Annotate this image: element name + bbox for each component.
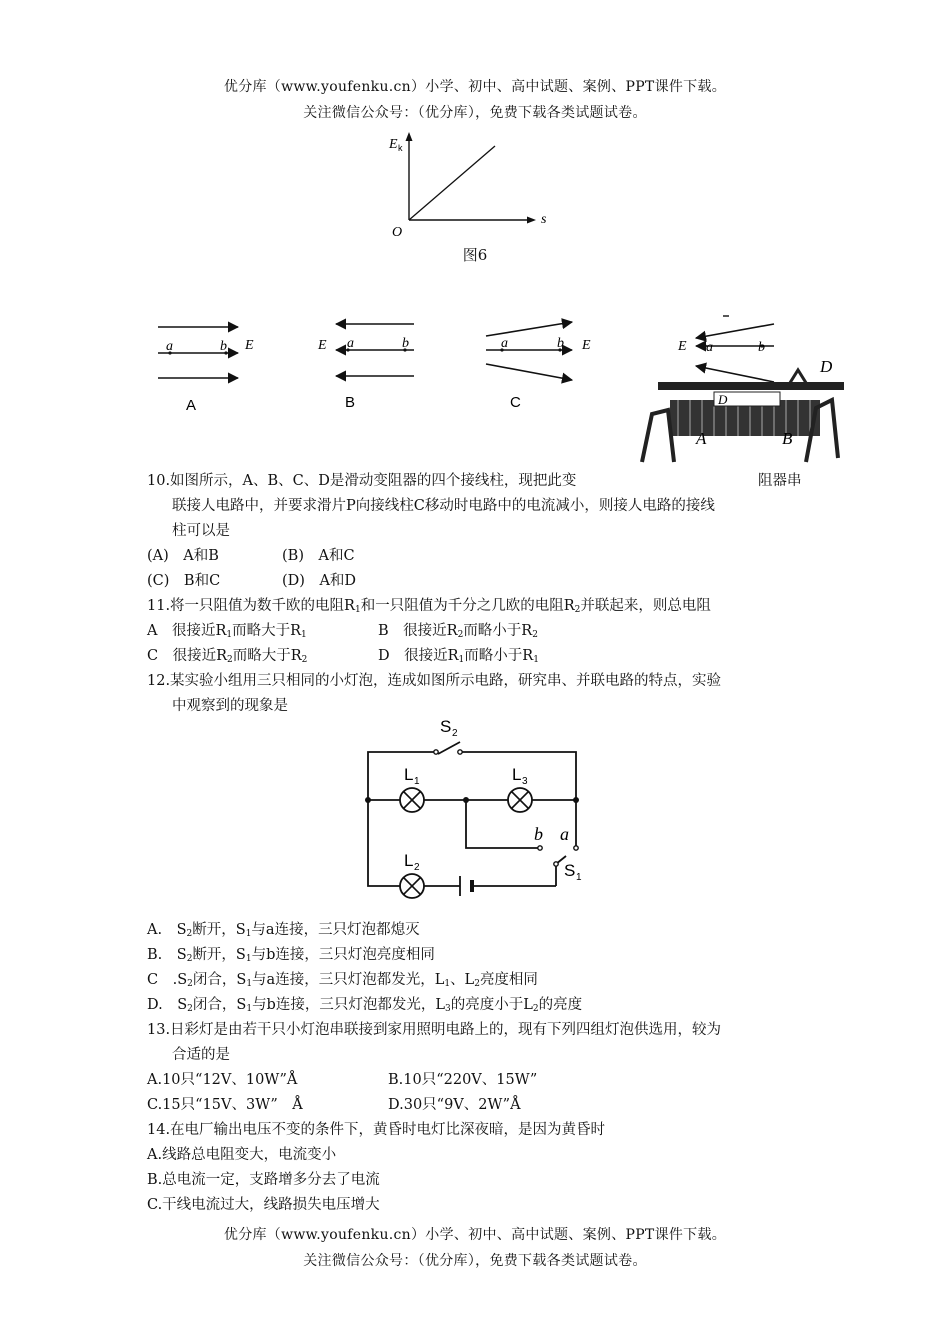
lamp-l1-label: L bbox=[404, 765, 414, 784]
svg-text:2: 2 bbox=[414, 862, 420, 873]
lamp-l3 bbox=[508, 788, 532, 812]
q12-option-b[interactable]: B. $S_2$断开，$S_1$与b连接，三只灯泡亮度相同 bbox=[147, 947, 435, 964]
q13-option-a[interactable]: A.10只“12V、10W”Å bbox=[147, 1072, 298, 1088]
terminal-b-label: B bbox=[782, 429, 793, 448]
contact-a-label: a bbox=[560, 824, 569, 844]
field-e-label: E bbox=[245, 338, 254, 353]
ek-line bbox=[409, 146, 495, 220]
q14-option-a[interactable]: A.线路总电阻变大，电流变小 bbox=[147, 1147, 337, 1163]
header-line-1: 优分库（www.youfenku.cn）小学、初中、高中试题、案例、PPT课件下载。 bbox=[223, 79, 727, 95]
terminal-d-label: D bbox=[820, 357, 833, 376]
q11-option-b[interactable]: B 很接近$R_2$而略小于$R_2$ bbox=[378, 623, 538, 640]
q13-line-1: 13.日彩灯是由若干只小灯泡串联接到家用照明电路上的，现有下列四组灯泡供选用，较为 bbox=[147, 1022, 722, 1038]
switch-s1-label: S bbox=[564, 861, 576, 880]
q13-option-d[interactable]: D.30只“9V、2W”Å bbox=[388, 1097, 521, 1113]
circuit-diagram bbox=[356, 712, 596, 902]
footer-line-1: 优分库（www.youfenku.cn）小学、初中、高中试题、案例、PPT课件下载。 bbox=[223, 1227, 727, 1243]
q12-line-1: 12.某实验小组用三只相同的小灯泡，连成如图所示电路，研究串、并联电路的特点，实验 bbox=[147, 673, 722, 689]
figure-6-graph bbox=[380, 128, 560, 240]
q10-option-d[interactable]: (D) A和D bbox=[282, 573, 357, 589]
terminal-a-label: A bbox=[696, 429, 707, 448]
q12-option-d[interactable]: D. $S_2$闭合，$S_1$与b连接，三只灯泡都发光，$L_3$的亮度小于$L_2$的亮度 bbox=[147, 997, 583, 1014]
q13-option-c[interactable]: C.15只“15V、3W” Å bbox=[147, 1097, 303, 1113]
figure-6-caption: 图6 bbox=[462, 246, 488, 264]
q14-option-c[interactable]: C.干线电流过大，线路损失电压增大 bbox=[147, 1197, 380, 1213]
lamp-l1 bbox=[400, 788, 424, 812]
footer-line-2: 关注微信公众号：（优分库），免费下载各类试题试卷。 bbox=[303, 1253, 647, 1269]
q10-line-3: 柱可以是 bbox=[172, 523, 230, 539]
field-e-label: E bbox=[678, 339, 687, 354]
x-axis-arrow bbox=[527, 217, 536, 224]
terminal-d-label-inner: D bbox=[718, 392, 728, 407]
q11-option-a[interactable]: A 很接近$R_1$而略大于$R_1$ bbox=[147, 623, 307, 640]
point-a-label: a bbox=[501, 336, 508, 351]
x-axis-label: s bbox=[541, 212, 547, 227]
field-option-b bbox=[317, 324, 414, 411]
field-e-label: E bbox=[582, 338, 591, 353]
point-b-label: b bbox=[557, 336, 564, 351]
q14-stem: 14.在电厂输出电压不变的条件下，黄昏时电灯比深夜暗，是因为黄昏时 bbox=[147, 1122, 606, 1138]
y-axis-label: E bbox=[389, 137, 398, 152]
point-b-label: b bbox=[758, 340, 765, 355]
q14-option-b[interactable]: B.总电流一定，支路增多分去了电流 bbox=[147, 1172, 380, 1188]
svg-text:1: 1 bbox=[414, 776, 420, 787]
q10-option-a[interactable]: (A) A和B bbox=[147, 548, 219, 564]
q10-option-c[interactable]: (C) B和C bbox=[147, 573, 221, 589]
switch-s2-label: S bbox=[440, 717, 452, 736]
lamp-l2-label: L bbox=[404, 851, 414, 870]
q12-line-2: 中观察到的现象是 bbox=[172, 698, 288, 714]
header-line-2: 关注微信公众号：（优分库），免费下载各类试题试卷。 bbox=[303, 105, 647, 121]
q10-line-2: 联接人电路中，并要求滑片P向接线柱C移动时电路中的电流减小，则接人电路的接线 bbox=[172, 498, 715, 514]
field-option-a bbox=[158, 327, 254, 414]
field-e-label: E bbox=[318, 338, 327, 353]
y-axis-arrow bbox=[406, 132, 413, 141]
point-a-label: a bbox=[347, 336, 354, 351]
point-a-label: a bbox=[706, 340, 713, 355]
point-b-label: b bbox=[402, 336, 409, 351]
q11-option-c[interactable]: C 很接近$R_2$而略大于$R_2$ bbox=[147, 648, 308, 665]
contact-b-label: b bbox=[534, 824, 543, 844]
q13-option-b[interactable]: B.10只“220V、15W” bbox=[388, 1072, 538, 1088]
svg-text:3: 3 bbox=[522, 776, 528, 787]
q10-option-b[interactable]: (B) A和C bbox=[282, 548, 355, 564]
lamp-l3-label: L bbox=[512, 765, 522, 784]
option-b-label: B bbox=[345, 394, 356, 411]
field-option-c bbox=[486, 322, 591, 411]
lamp-l2 bbox=[400, 874, 424, 898]
option-a-label: A bbox=[186, 397, 197, 414]
q12-option-c[interactable]: C $.S_2$闭合，$S_1$与a连接，三只灯泡都发光，$L_1$、$L_2$亮度相同 bbox=[147, 972, 538, 989]
origin-label: O bbox=[392, 225, 403, 240]
svg-text:1: 1 bbox=[576, 872, 582, 883]
q12-option-a[interactable]: A. $S_2$断开，$S_1$与a连接，三只灯泡都熄灭 bbox=[147, 922, 420, 939]
q11-stem: 11.将一只阻值为数千欧的电阻$R_1$和一只阻值为千分之几欧的电阻$R_2$并联起来，则总电阻 bbox=[147, 598, 711, 615]
q11-option-d[interactable]: D 很接近$R_1$而略小于$R_1$ bbox=[378, 648, 539, 665]
svg-text:2: 2 bbox=[452, 728, 458, 739]
point-a-label: a bbox=[166, 339, 173, 354]
option-c-label: C bbox=[510, 394, 521, 411]
q10-line-1-end: 阻器串 bbox=[758, 473, 802, 489]
q10-line-1: 10.如图所示，A、B、C、D是滑动变阻器的四个接线柱，现把此变 bbox=[147, 473, 577, 489]
sliding-rheostat-picture bbox=[638, 352, 846, 468]
q13-line-2: 合适的是 bbox=[172, 1047, 230, 1063]
y-axis-label-sub: k bbox=[398, 143, 403, 153]
point-b-label: b bbox=[220, 339, 227, 354]
